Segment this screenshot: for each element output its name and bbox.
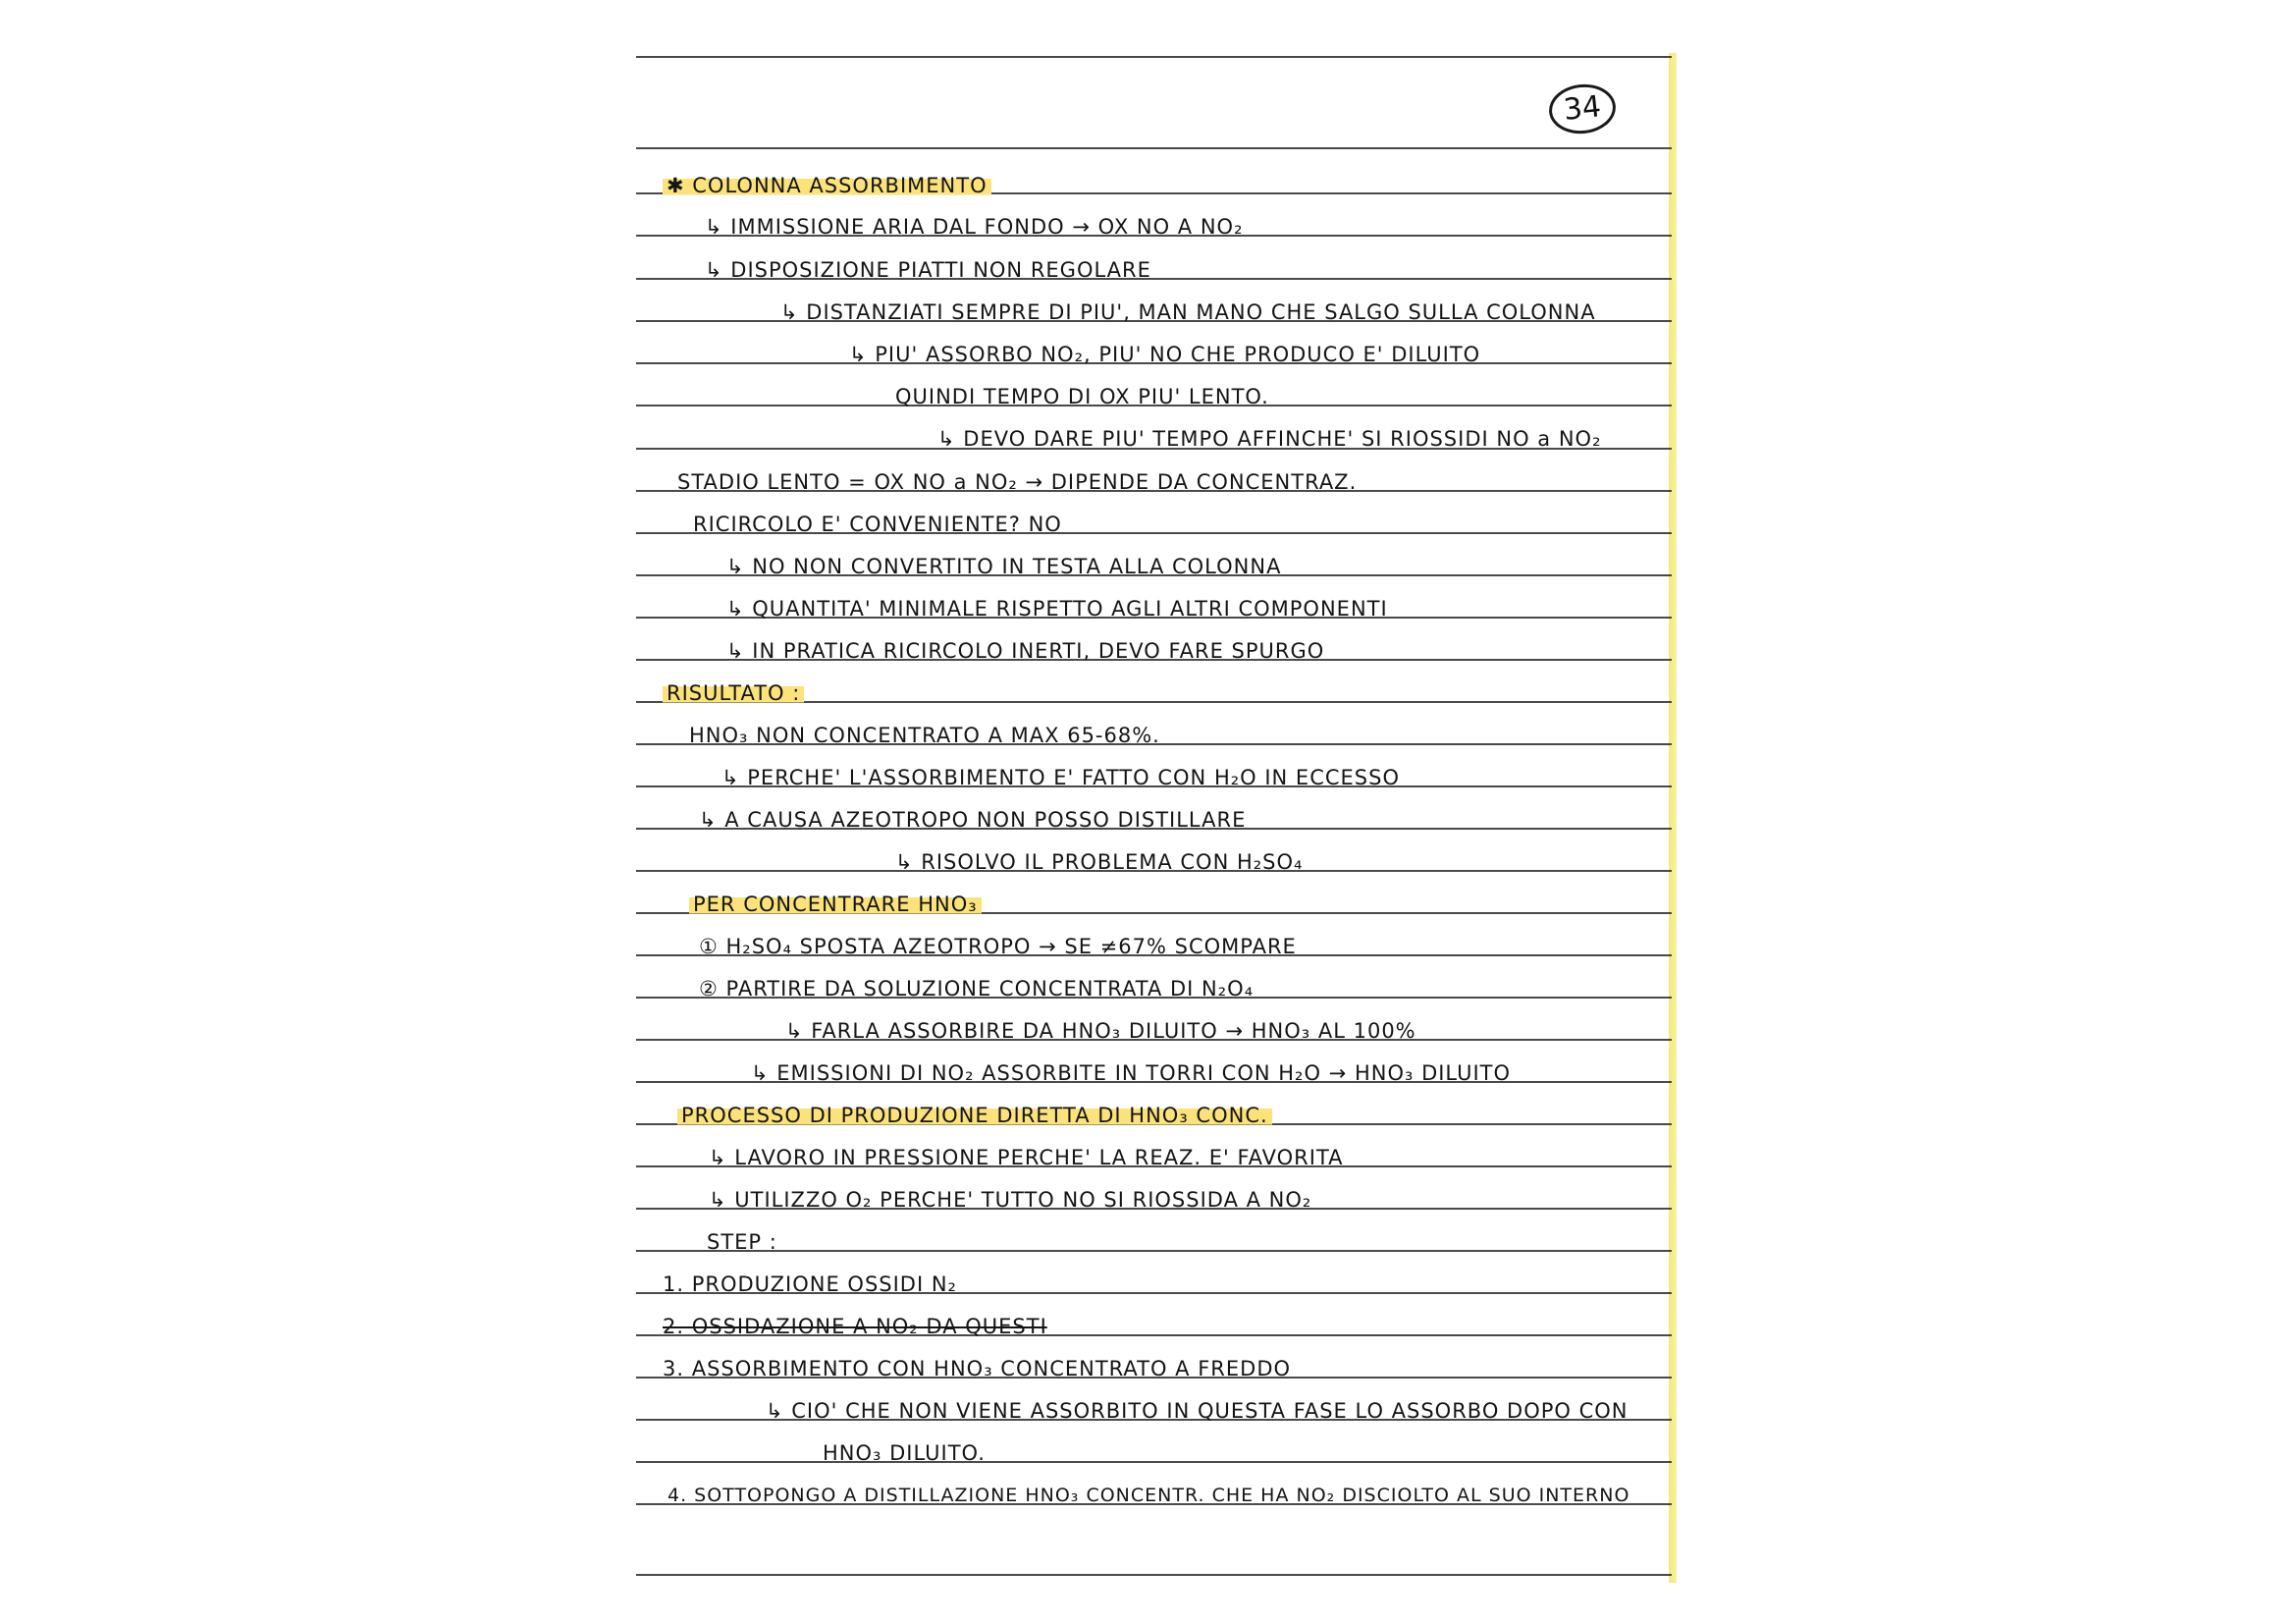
note-line: ↳ DEVO DARE PIU' TEMPO AFFINCHE' SI RIOSSIDI NO a NO₂ xyxy=(937,427,1602,451)
page-edge xyxy=(1669,53,1677,1583)
note-line: ↳ PERCHE' L'ASSORBIMENTO E' FATTO CON H₂O IN ECCESSO xyxy=(721,766,1400,789)
note-line: ↳ IN PRATICA RICIRCOLO INERTI, DEVO FARE SPURGO xyxy=(726,639,1325,663)
note-line: ↳ RISOLVO IL PROBLEMA CON H₂SO₄ xyxy=(895,850,1304,874)
ruled-line xyxy=(636,147,1672,149)
note-line: HNO₃ DILUITO. xyxy=(823,1441,986,1465)
note-line: ✱ COLONNA ASSORBIMENTO xyxy=(663,173,991,198)
note-line: ② PARTIRE DA SOLUZIONE CONCENTRATA DI N₂O₄ xyxy=(699,977,1255,1001)
note-line: 1. PRODUZIONE OSSIDI N₂ xyxy=(663,1272,957,1296)
note-line: ↳ IMMISSIONE ARIA DAL FONDO → OX NO A NO₂ xyxy=(705,215,1244,239)
note-line: PER CONCENTRARE HNO₃ xyxy=(689,892,982,917)
note-line: STADIO LENTO = OX NO a NO₂ → DIPENDE DA CONCENTRAZ. xyxy=(677,470,1358,494)
note-line: RISULTATO : xyxy=(663,680,804,706)
page-number: 34 xyxy=(1547,81,1619,137)
note-line: PROCESSO DI PRODUZIONE DIRETTA DI HNO₃ CONC. xyxy=(677,1103,1272,1128)
note-line: STEP : xyxy=(707,1230,777,1254)
note-line: 3. ASSORBIMENTO CON HNO₃ CONCENTRATO A FREDDO xyxy=(663,1357,1292,1380)
note-line: 2. OSSIDAZIONE A NO₂ DA QUESTI xyxy=(663,1315,1047,1338)
note-line: ↳ UTILIZZO O₂ PERCHE' TUTTO NO SI RIOSSIDA A NO₂ xyxy=(709,1188,1312,1212)
note-line: ↳ DISPOSIZIONE PIATTI NON REGOLARE xyxy=(705,258,1151,282)
note-line: ① H₂SO₄ SPOSTA AZEOTROPO → SE ≠67% SCOMPARE xyxy=(699,935,1297,958)
note-line: ↳ CIO' CHE NON VIENE ASSORBITO IN QUESTA FASE LO ASSORBO DOPO CON xyxy=(766,1399,1629,1423)
note-line: ↳ QUANTITA' MINIMALE RISPETTO AGLI ALTRI COMPONENTI xyxy=(726,597,1388,621)
ruled-line xyxy=(636,1461,1672,1463)
note-line: ↳ A CAUSA AZEOTROPO NON POSSO DISTILLARE xyxy=(699,808,1247,832)
note-line: ↳ PIU' ASSORBO NO₂, PIU' NO CHE PRODUCO E' DILUITO xyxy=(849,343,1481,366)
ruled-line xyxy=(636,56,1672,58)
note-line: ↳ EMISSIONI DI NO₂ ASSORBITE IN TORRI CON H₂O → HNO₃ DILUITO xyxy=(751,1061,1512,1085)
ruled-line xyxy=(636,1574,1672,1576)
note-line: RICIRCOLO E' CONVENIENTE? NO xyxy=(693,513,1062,536)
note-line: 4. SOTTOPONGO A DISTILLAZIONE HNO₃ CONCENTR. CHE HA NO₂ DISCIOLTO AL SUO INTERNO xyxy=(667,1485,1630,1506)
note-line: ↳ LAVORO IN PRESSIONE PERCHE' LA REAZ. E' FAVORITA xyxy=(709,1146,1344,1169)
note-line: ↳ DISTANZIATI SEMPRE DI PIU', MAN MANO CHE SALGO SULLA COLONNA xyxy=(780,300,1596,324)
note-line: QUINDI TEMPO DI OX PIU' LENTO. xyxy=(895,385,1269,408)
note-line: ↳ NO NON CONVERTITO IN TESTA ALLA COLONNA xyxy=(726,555,1282,578)
ruled-line xyxy=(636,1250,1672,1252)
note-line: HNO₃ NON CONCENTRATO A MAX 65-68%. xyxy=(689,724,1160,747)
note-line: ↳ FARLA ASSORBIRE DA HNO₃ DILUITO → HNO₃ AL 100% xyxy=(785,1019,1416,1043)
